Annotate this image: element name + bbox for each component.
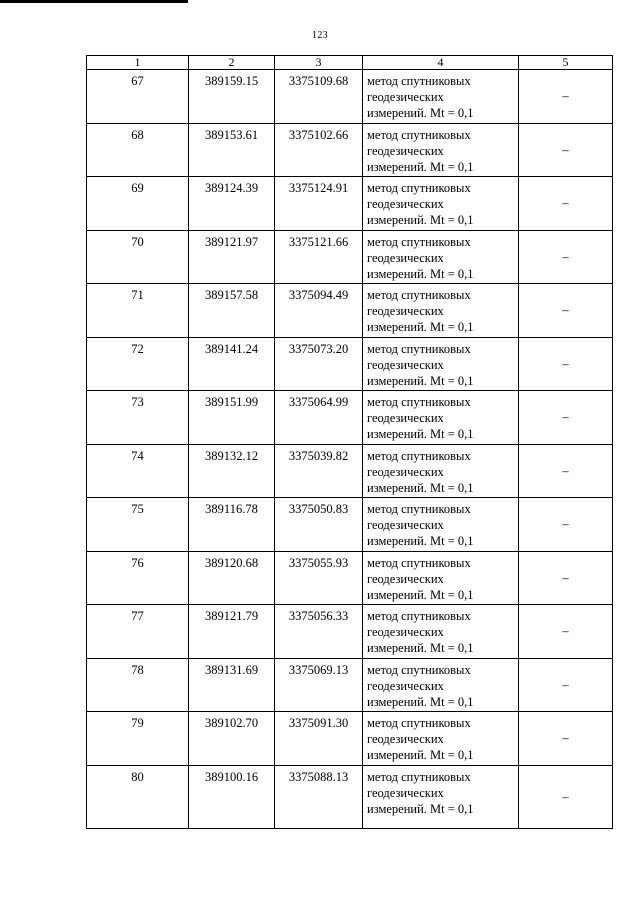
coordinate-y: 3375039.82 — [275, 444, 363, 498]
method-cell — [363, 284, 519, 338]
table-row — [87, 230, 613, 284]
method-line: метод спутниковых — [367, 395, 471, 409]
method-line: метод спутниковых — [367, 769, 471, 784]
method-line: геодезических — [367, 518, 444, 532]
method-cell — [363, 123, 519, 177]
method-line: геодезических — [367, 785, 444, 800]
method-line: измерений. Mt = 0,1 — [367, 748, 474, 762]
table-row — [87, 391, 613, 445]
method-cell — [363, 70, 519, 124]
coordinate-y: 3375088.13 — [275, 765, 363, 828]
method-line: измерений. Mt = 0,1 — [367, 106, 474, 120]
method-line: геодезических — [367, 357, 444, 372]
note-cell: – — [519, 177, 613, 231]
method-line: метод спутниковых — [367, 609, 471, 623]
method-cell — [363, 551, 519, 605]
point-number: 68 — [87, 123, 189, 177]
method-line: геодезических — [367, 625, 444, 639]
header-cell: 5 — [519, 56, 613, 70]
method-line: метод спутниковых — [367, 502, 471, 516]
note-cell: – — [519, 712, 613, 766]
method-line: метод спутниковых — [367, 288, 471, 302]
method-line: геодезических — [367, 304, 444, 318]
scan-edge-bar — [0, 0, 188, 3]
method-line: геодезических — [367, 197, 444, 211]
coordinate-y: 3375102.66 — [275, 123, 363, 177]
coordinate-y: 3375069.13 — [275, 658, 363, 712]
note-cell: – — [519, 230, 613, 284]
page-number: 123 — [312, 30, 328, 41]
coordinate-x: 389141.24 — [189, 337, 275, 391]
method-line: метод спутниковых — [367, 341, 471, 356]
coordinate-x: 389159.15 — [189, 70, 275, 124]
point-number: 79 — [87, 712, 189, 766]
coordinate-x: 389102.70 — [189, 712, 275, 766]
table-row — [87, 337, 613, 391]
point-number: 69 — [87, 177, 189, 231]
method-cell — [363, 605, 519, 659]
method-line: измерений. Mt = 0,1 — [367, 534, 474, 548]
table-row — [87, 177, 613, 231]
coordinate-y: 3375055.93 — [275, 551, 363, 605]
point-number: 74 — [87, 444, 189, 498]
method-line: измерений. Mt = 0,1 — [367, 801, 474, 816]
method-line: измерений. Mt = 0,1 — [367, 266, 474, 281]
method-line: измерений. Mt = 0,1 — [367, 641, 474, 655]
method-cell — [363, 712, 519, 766]
note-cell: – — [519, 284, 613, 338]
note-cell: – — [519, 765, 613, 828]
method-line: измерений. Mt = 0,1 — [367, 320, 474, 334]
table-row — [87, 658, 613, 712]
method-line: геодезических — [367, 464, 444, 479]
coordinate-x: 389151.99 — [189, 391, 275, 445]
method-line: геодезических — [367, 411, 444, 425]
table-body — [87, 70, 613, 829]
method-cell — [363, 337, 519, 391]
point-number: 71 — [87, 284, 189, 338]
coordinate-y: 3375050.83 — [275, 498, 363, 552]
note-cell: – — [519, 444, 613, 498]
method-cell — [363, 498, 519, 552]
note-cell: – — [519, 498, 613, 552]
note-cell: – — [519, 337, 613, 391]
point-number: 72 — [87, 337, 189, 391]
note-cell: – — [519, 391, 613, 445]
point-number: 80 — [87, 765, 189, 828]
method-line: измерений. Mt = 0,1 — [367, 159, 474, 174]
method-line: метод спутниковых — [367, 74, 471, 88]
method-cell — [363, 391, 519, 445]
coordinates-table — [86, 55, 613, 829]
point-number: 75 — [87, 498, 189, 552]
header-cell: 1 — [87, 56, 189, 70]
coordinate-y: 3375064.99 — [275, 391, 363, 445]
coordinate-x: 389131.69 — [189, 658, 275, 712]
coordinate-x: 389132.12 — [189, 444, 275, 498]
table-row — [87, 70, 613, 124]
point-number: 76 — [87, 551, 189, 605]
coordinate-x: 389153.61 — [189, 123, 275, 177]
method-line: измерений. Mt = 0,1 — [367, 587, 474, 602]
coordinate-y: 3375109.68 — [275, 70, 363, 124]
method-line: геодезических — [367, 732, 444, 746]
method-line: метод спутниковых — [367, 555, 471, 570]
table-row — [87, 605, 613, 659]
header-cell: 2 — [189, 56, 275, 70]
table-row — [87, 498, 613, 552]
method-line: геодезических — [367, 571, 444, 586]
coordinate-y: 3375091.30 — [275, 712, 363, 766]
method-line: измерений. Mt = 0,1 — [367, 427, 474, 441]
point-number: 78 — [87, 658, 189, 712]
header-row — [87, 56, 613, 70]
method-line: метод спутниковых — [367, 716, 471, 730]
note-cell: – — [519, 123, 613, 177]
method-line: измерений. Mt = 0,1 — [367, 694, 474, 709]
table-header — [87, 56, 613, 70]
header-cell: 4 — [363, 56, 519, 70]
coordinate-x: 389121.97 — [189, 230, 275, 284]
method-line: метод спутниковых — [367, 662, 471, 677]
method-cell — [363, 658, 519, 712]
note-cell: – — [519, 658, 613, 712]
method-line: геодезических — [367, 250, 444, 265]
method-line: геодезических — [367, 90, 444, 104]
table-row — [87, 551, 613, 605]
coordinate-x: 389121.79 — [189, 605, 275, 659]
header-cell: 3 — [275, 56, 363, 70]
method-line: геодезических — [367, 143, 444, 158]
method-line: измерений. Mt = 0,1 — [367, 213, 474, 227]
point-number: 73 — [87, 391, 189, 445]
coordinate-x: 389157.58 — [189, 284, 275, 338]
coordinate-x: 389124.39 — [189, 177, 275, 231]
table-row — [87, 444, 613, 498]
note-cell: – — [519, 70, 613, 124]
point-number: 77 — [87, 605, 189, 659]
table-row — [87, 284, 613, 338]
coordinate-x: 389116.78 — [189, 498, 275, 552]
point-number: 67 — [87, 70, 189, 124]
coordinate-x: 389100.16 — [189, 765, 275, 828]
method-line: метод спутниковых — [367, 127, 471, 142]
point-number: 70 — [87, 230, 189, 284]
method-line: метод спутниковых — [367, 448, 471, 463]
note-cell: – — [519, 605, 613, 659]
method-line: метод спутниковых — [367, 234, 471, 249]
table-row — [87, 765, 613, 828]
coordinate-y: 3375073.20 — [275, 337, 363, 391]
method-line: измерений. Mt = 0,1 — [367, 373, 474, 388]
coordinate-x: 389120.68 — [189, 551, 275, 605]
method-cell — [363, 444, 519, 498]
table-row — [87, 712, 613, 766]
method-line: геодезических — [367, 678, 444, 693]
note-cell: – — [519, 551, 613, 605]
method-cell — [363, 177, 519, 231]
method-cell — [363, 765, 519, 828]
coordinate-y: 3375094.49 — [275, 284, 363, 338]
coordinate-y: 3375121.66 — [275, 230, 363, 284]
method-cell — [363, 230, 519, 284]
table-row — [87, 123, 613, 177]
method-line: измерений. Mt = 0,1 — [367, 480, 474, 495]
method-line: метод спутниковых — [367, 181, 471, 195]
coordinate-y: 3375056.33 — [275, 605, 363, 659]
coordinate-y: 3375124.91 — [275, 177, 363, 231]
